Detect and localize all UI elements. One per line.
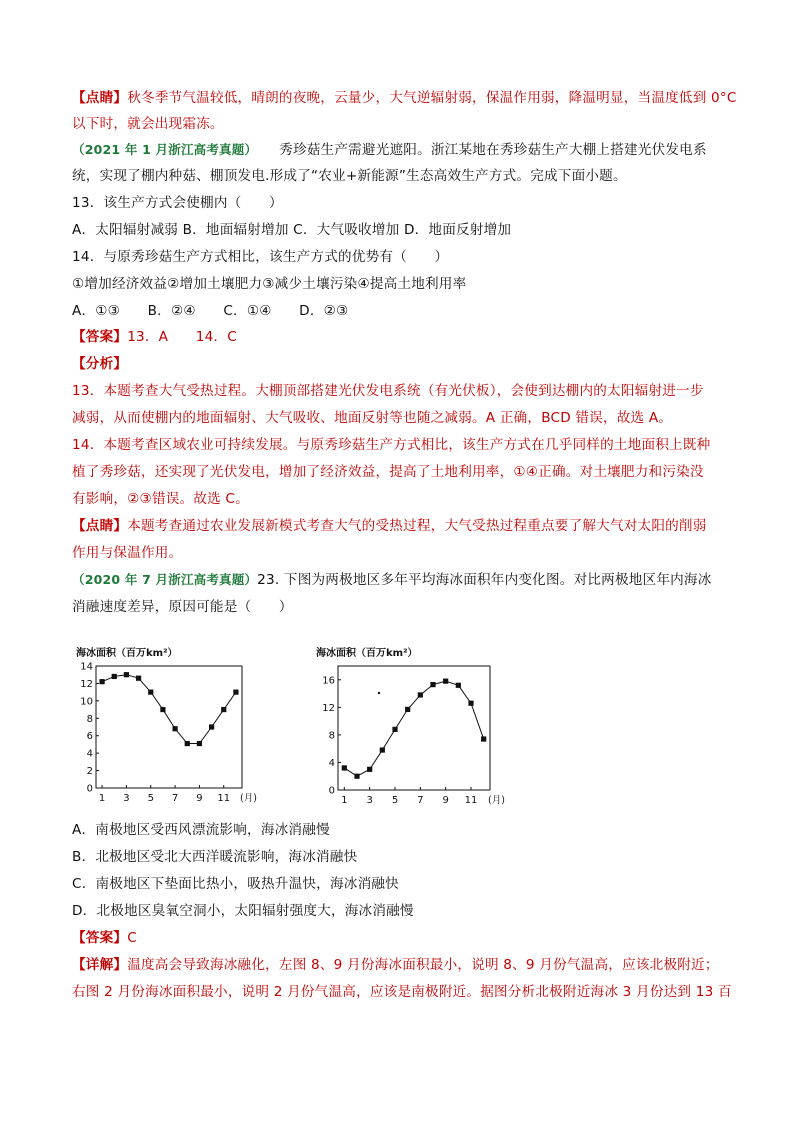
tag-answer: 【答案】 bbox=[72, 329, 128, 345]
y-tick-label: 10 bbox=[80, 696, 93, 708]
answer-text: 13．A 14．C bbox=[127, 329, 237, 345]
x-tick-label: 7 bbox=[417, 795, 424, 806]
text-line: 消融速度差异，原因可能是（ ） bbox=[72, 599, 293, 615]
option-a: A．南极地区受西风漂流影响，海冰消融慢 bbox=[72, 822, 330, 838]
chart-left-svg bbox=[72, 640, 257, 810]
x-tick-label: 1 bbox=[98, 793, 106, 804]
text-span: 本题考查通过农业发展新模式考查大气的受热过程，大气受热过程重点要了解大气对太阳的削弱 bbox=[127, 518, 707, 534]
y-tick-label: 4 bbox=[328, 757, 335, 769]
data-point bbox=[197, 741, 202, 746]
x-tick-label: 11 bbox=[217, 793, 231, 804]
data-point bbox=[367, 767, 372, 772]
data-point bbox=[136, 676, 141, 681]
text-line: 统，实现了棚内种菇、棚顶发电.形成了“农业+新能源”生态高效生产方式。完成下面小题。 bbox=[72, 168, 627, 184]
x-tick-label: 5 bbox=[391, 795, 399, 806]
x-tick-label: 11 bbox=[464, 795, 478, 806]
text-line: 作用与保温作用。 bbox=[72, 545, 183, 561]
answer-text: C bbox=[127, 930, 137, 946]
x-axis-label: (月) bbox=[240, 793, 257, 804]
x-axis-label: (月) bbox=[488, 795, 505, 806]
text-line bbox=[72, 88, 737, 108]
y-tick-label: 14 bbox=[80, 661, 93, 673]
text-line: 植了秀珍菇，还实现了光伏发电，增加了经济效益，提高了土地利用率，①④正确。对土壤肥力和污染没 bbox=[72, 464, 704, 480]
data-point bbox=[481, 736, 486, 741]
text-line: 有影响，②③错误。故选 C。 bbox=[72, 491, 249, 507]
text-line: 右图 2 月份海冰面积最小，说明 2 月份气温高，应该是南极附近。据图分析北极附近海冰 3 月份达到 13 百 bbox=[72, 984, 732, 1000]
x-tick-label: 7 bbox=[171, 793, 179, 804]
y-tick-label: 8 bbox=[328, 730, 335, 742]
chart-left bbox=[72, 640, 257, 810]
data-point bbox=[112, 674, 117, 679]
text-line: 13．本题考查大气受热过程。大棚顶部搭建光伏发电系统（有光伏板），会使到达棚内的太阳辐射进一步 bbox=[72, 383, 704, 399]
source-label: （2021 年 1 月浙江高考真题） bbox=[72, 142, 258, 157]
y-tick-label: 12 bbox=[322, 702, 335, 714]
plot-frame bbox=[338, 666, 490, 790]
options-14: A．①③ B．②④ C．①④ D．②③ bbox=[72, 303, 349, 319]
text-span: 秀珍菇生产需避光遮阳。浙江某地在秀珍菇生产大棚上搭建光伏发电系 bbox=[279, 142, 707, 158]
y-tick-label: 0 bbox=[328, 785, 335, 797]
data-point bbox=[418, 692, 423, 697]
text-line bbox=[72, 140, 732, 160]
data-point bbox=[160, 707, 165, 712]
data-point bbox=[380, 747, 385, 752]
y-tick-label: 8 bbox=[86, 713, 93, 725]
y-tick-label: 12 bbox=[80, 678, 93, 690]
data-point bbox=[221, 707, 226, 712]
x-tick-label: 1 bbox=[341, 795, 348, 806]
x-tick-label: 9 bbox=[196, 793, 203, 804]
text-line bbox=[72, 570, 732, 590]
data-point bbox=[392, 727, 397, 732]
data-point bbox=[342, 765, 347, 770]
y-tick-label: 4 bbox=[86, 748, 93, 760]
x-tick-label: 9 bbox=[442, 795, 449, 806]
tag-dianjing: 【点睛】 bbox=[72, 518, 128, 534]
stray-dot bbox=[378, 692, 380, 694]
text-line bbox=[72, 955, 732, 975]
text-line: 减弱，从而使棚内的地面辐射、大气吸收、地面反射等也随之减弱。A 正确，BCD 错误，故选 A。 bbox=[72, 410, 673, 426]
data-point bbox=[148, 690, 153, 695]
option-d: D．北极地区臭氧空洞小，太阳辐射强度大，海冰消融慢 bbox=[72, 903, 414, 919]
text-line bbox=[72, 516, 732, 536]
y-tick-label: 0 bbox=[86, 783, 93, 795]
x-tick-label: 5 bbox=[147, 793, 154, 804]
data-point bbox=[354, 774, 359, 779]
chart-right-svg bbox=[312, 640, 505, 810]
chart-right bbox=[312, 640, 505, 810]
chart-title: 海冰面积（百万km²） bbox=[76, 648, 178, 659]
data-point bbox=[185, 741, 190, 746]
y-tick-label: 16 bbox=[322, 675, 335, 687]
data-point bbox=[443, 679, 448, 684]
option-b: B．北极地区受北大西洋暖流影响，海冰消融快 bbox=[72, 849, 358, 865]
question-14: 14．与原秀珍菇生产方式相比，该生产方式的优势有（ ） bbox=[72, 249, 449, 265]
tag-answer: 【答案】 bbox=[72, 930, 128, 946]
text-line bbox=[72, 928, 732, 948]
options-13: A．太阳辐射减弱 B．地面辐射增加 C．大气吸收增加 D．地面反射增加 bbox=[72, 222, 512, 238]
data-point bbox=[456, 683, 461, 688]
x-tick-label: 3 bbox=[366, 795, 373, 806]
text-line bbox=[72, 327, 732, 347]
tag-detail: 【详解】 bbox=[72, 957, 128, 973]
source-label: （2020 年 7 月浙江高考真题） bbox=[72, 572, 258, 587]
data-point bbox=[209, 724, 214, 729]
text-line: 以下时，就会出现霜冻。 bbox=[72, 116, 224, 132]
option-c: C．南极地区下垫面比热小，吸热升温快，海冰消融快 bbox=[72, 876, 399, 892]
y-tick-label: 6 bbox=[86, 731, 93, 743]
statements-14: ①增加经济效益②增加土壤肥力③减少土壤污染④提高土地利用率 bbox=[72, 276, 467, 292]
data-point bbox=[468, 701, 473, 706]
tag-dianjing: 【点睛】 bbox=[72, 90, 128, 106]
data-point bbox=[99, 679, 104, 684]
text-span: 秋冬季节气温较低，晴朗的夜晚，云量少，大气逆辐射弱，保温作用弱，降温明显，当温度低到 0°C bbox=[127, 90, 737, 106]
text-span: 温度高会导致海冰融化，左图 8、9 月份海冰面积最小，说明 8、9 月份气温高，应该北极附近； bbox=[127, 957, 719, 973]
series-line bbox=[102, 675, 236, 744]
question-13: 13．该生产方式会使棚内（ ） bbox=[72, 195, 283, 211]
x-tick-label: 3 bbox=[123, 793, 130, 804]
tag-analysis: 【分析】 bbox=[72, 356, 128, 372]
text-span: 23. 下图为两极地区多年平均海冰面积年内变化图。对比两极地区年内海冰 bbox=[257, 572, 712, 588]
data-point bbox=[405, 707, 410, 712]
text-line: 14．本题考查区域农业可持续发展。与原秀珍菇生产方式相比，该生产方式在几乎同样的土地面积上既种 bbox=[72, 437, 711, 453]
series-line bbox=[344, 681, 483, 776]
data-point bbox=[172, 726, 177, 731]
plot-frame bbox=[96, 666, 242, 788]
data-point bbox=[233, 690, 238, 695]
chart-title: 海冰面积（百万km²） bbox=[316, 648, 418, 659]
y-tick-label: 2 bbox=[86, 766, 93, 778]
data-point bbox=[430, 682, 435, 687]
data-point bbox=[124, 672, 129, 677]
